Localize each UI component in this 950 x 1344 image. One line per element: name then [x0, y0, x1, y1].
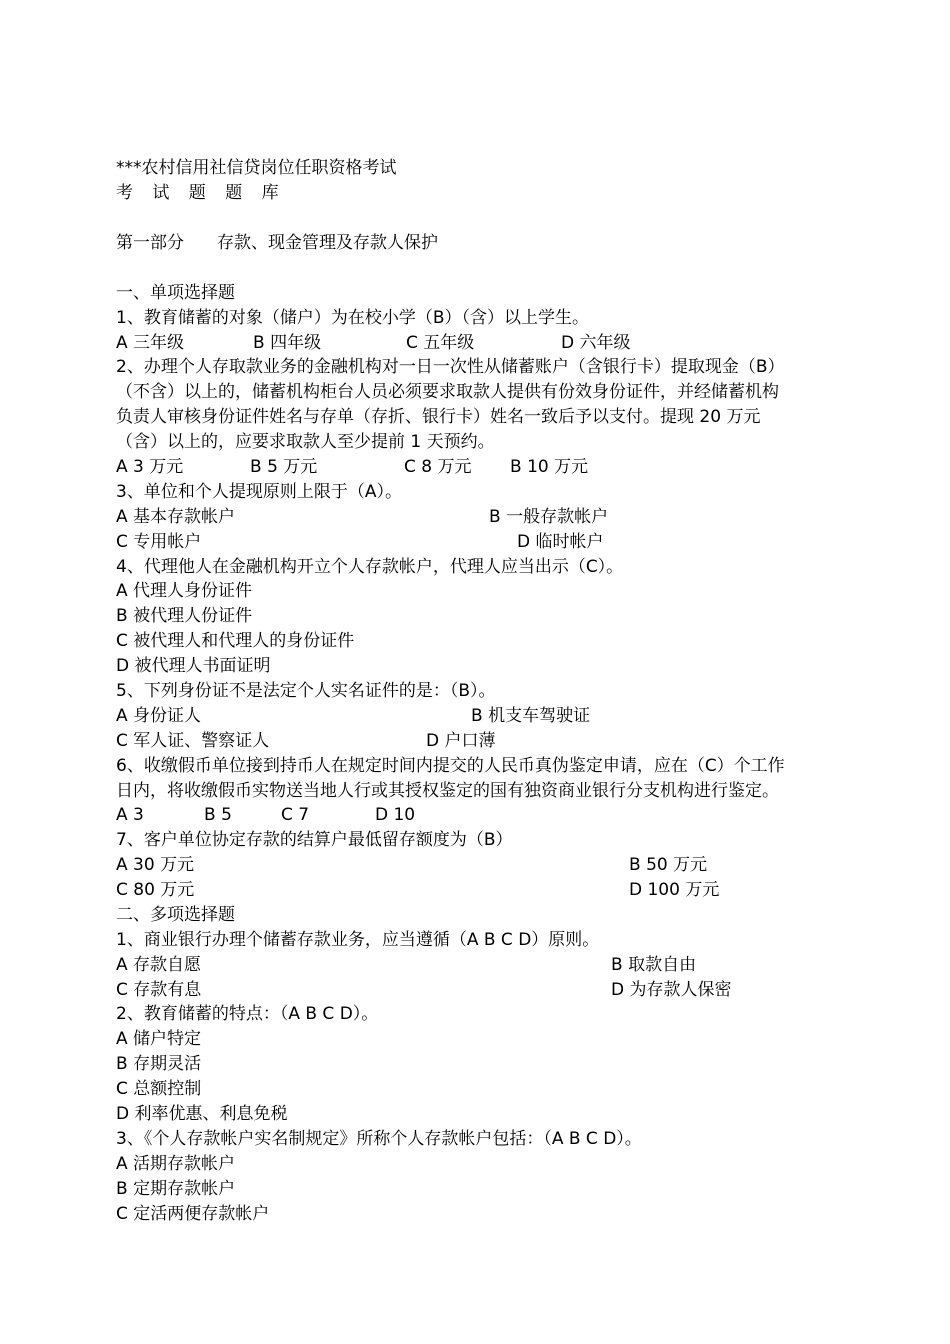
question-text: 1、商业银行办理个储蓄存款业务，应当遵循（A B C D）原则。	[116, 930, 600, 950]
option-c: C 8 万元	[404, 457, 472, 477]
option-b: B 被代理人份证件	[116, 606, 253, 626]
option-d: B 10 万元	[510, 457, 589, 477]
section-heading-multi: 二、多项选择题	[116, 905, 235, 925]
option-b: B 取款自由	[611, 955, 697, 975]
option-b: B 5 万元	[250, 457, 318, 477]
doc-subtitle: 考 试 题 题 库	[116, 183, 286, 203]
option-a: A 活期存款帐户	[116, 1154, 236, 1174]
question-text: 1、教育储蓄的对象（储户）为在校小学（B）（含）以上学生。	[116, 308, 589, 328]
option-c: C 80 万元	[116, 880, 195, 900]
option-a: A 储户特定	[116, 1029, 202, 1049]
option-d: D 户口薄	[426, 731, 496, 751]
part-heading	[116, 232, 438, 254]
question-text-cont: 日内，将收缴假币实物送当地人行或其授权鉴定的国有独资商业银行分支机构进行鉴定。	[116, 781, 779, 801]
question-text-cont: 负责人审核身份证件姓名与存单（存折、银行卡）姓名一致后予以支付。提现 20 万元	[116, 407, 761, 427]
question-text-cont: （不含）以上的，储蓄机构柜台人员必须要求取款人提供有份效身份证件，并经储蓄机构	[116, 382, 779, 402]
option-b: B 四年级	[253, 333, 322, 353]
option-a: A 存款自愿	[116, 955, 202, 975]
option-b: B 定期存款帐户	[116, 1179, 236, 1199]
option-c: C 定活两便存款帐户	[116, 1204, 270, 1224]
question-text: 6、收缴假币单位接到持币人在规定时间内提交的人民币真伪鉴定申请，应在（C）个工作	[116, 756, 785, 776]
option-d: D 临时帐户	[517, 532, 604, 552]
option-a: A 3	[116, 805, 144, 825]
question-text-cont: （含）以上的，应要求取款人至少提前 1 天预约。	[116, 432, 495, 452]
doc-title: ***农村信用社信贷岗位任职资格考试	[116, 158, 397, 178]
question-text: 3、单位和个人提现原则上限于（A）。	[116, 482, 402, 502]
option-b: B 机支车驾驶证	[471, 706, 591, 726]
option-a: A 3 万元	[116, 457, 184, 477]
question-text: 5、下列身份证不是法定个人实名证件的是：（B）。	[116, 681, 496, 701]
option-c: C 被代理人和代理人的身份证件	[116, 631, 355, 651]
question-text: 2、办理个人存取款业务的金融机构对一日一次性从储蓄账户（含银行卡）提取现金（B）	[116, 357, 785, 377]
option-a: A 代理人身份证件	[116, 581, 253, 601]
section-heading-single: 一、单项选择题	[116, 283, 235, 303]
option-d: D 10	[375, 805, 416, 825]
option-b: B 一般存款帐户	[489, 507, 609, 527]
option-c: C 五年级	[406, 333, 475, 353]
option-c: C 总额控制	[116, 1079, 202, 1099]
option-c: C 专用帐户	[116, 532, 202, 552]
option-c: C 军人证、警察证人	[116, 731, 270, 751]
option-b: B 50 万元	[629, 855, 708, 875]
part-title: 存款、现金管理及存款人保护	[217, 233, 438, 253]
question-text: 4、代理他人在金融机构开立个人存款帐户，代理人应当出示（C）。	[116, 557, 624, 577]
option-a: A 身份证人	[116, 706, 202, 726]
option-a: A 三年级	[116, 333, 185, 353]
question-text: 2、教育储蓄的特点：（A B C D）。	[116, 1004, 379, 1024]
option-b: B 5	[204, 805, 232, 825]
option-a: A 30 万元	[116, 855, 195, 875]
part-label: 第一部分	[116, 233, 184, 253]
option-d: D 100 万元	[629, 880, 720, 900]
option-b: B 存期灵活	[116, 1054, 202, 1074]
option-c: C 存款有息	[116, 980, 202, 1000]
option-a: A 基本存款帐户	[116, 507, 236, 527]
option-d: D 六年级	[561, 333, 631, 353]
option-d: D 被代理人书面证明	[116, 656, 271, 676]
question-text: 3、《个人存款帐户实名制规定》所称个人存款帐户包括：（A B C D）。	[116, 1129, 642, 1149]
option-d: D 为存款人保密	[611, 980, 732, 1000]
option-c: C 7	[281, 805, 310, 825]
question-text: 7、客户单位协定存款的结算户最低留存额度为（B）	[116, 830, 513, 850]
option-d: D 利率优惠、利息免税	[116, 1104, 288, 1124]
